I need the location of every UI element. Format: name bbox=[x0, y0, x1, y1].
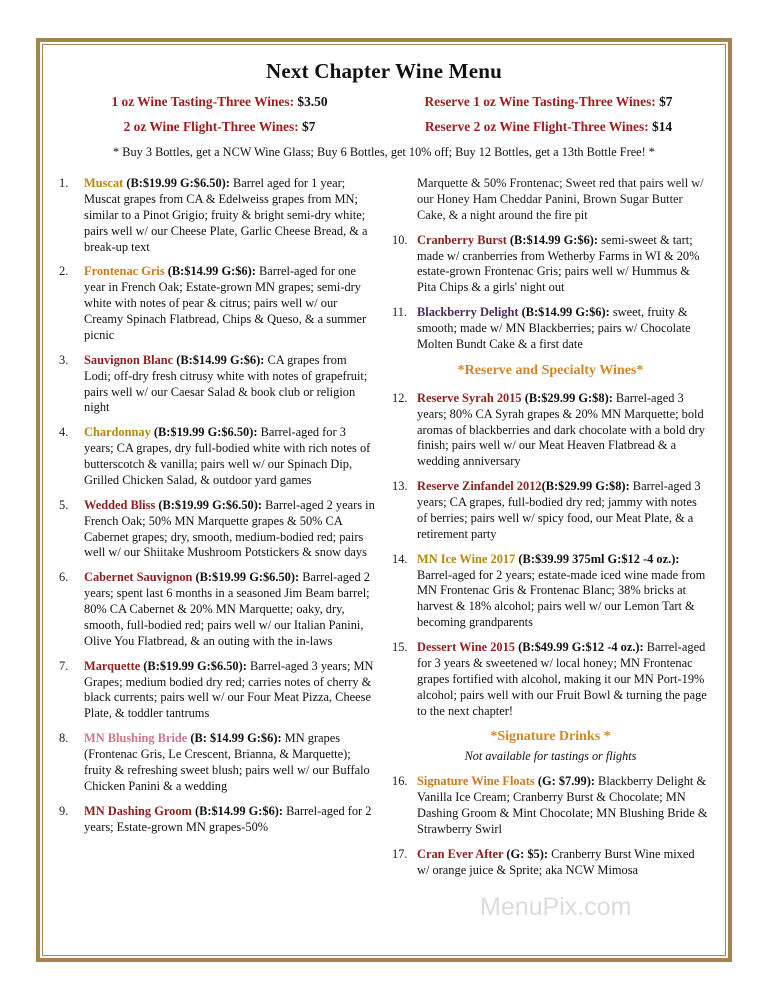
item-text bbox=[84, 804, 376, 836]
item-number: 2. bbox=[59, 264, 69, 279]
menu-item bbox=[392, 847, 709, 879]
wine-name: Marquette bbox=[84, 658, 141, 673]
menu-item bbox=[59, 659, 376, 723]
item-text bbox=[417, 847, 709, 879]
wine-name: MN Dashing Groom bbox=[84, 803, 192, 818]
menu-item bbox=[392, 479, 709, 543]
wine-price: (B:$29.99 G:$8): bbox=[541, 479, 630, 494]
wine-name: Signature Wine Floats bbox=[417, 774, 535, 789]
page-content bbox=[42, 44, 726, 956]
pricing-line bbox=[388, 119, 709, 135]
wine-description: Barrel-aged for 2 years; Estate-grown MN grapes-50% bbox=[84, 803, 372, 834]
wine-name: Dessert Wine 2015 bbox=[417, 640, 515, 654]
item-number: 17. bbox=[392, 846, 408, 861]
menu-item bbox=[392, 233, 709, 297]
signature-section-note: Not available for tastings or flights bbox=[464, 749, 637, 764]
watermark: MenuPix.com bbox=[480, 893, 632, 921]
pricing-line bbox=[59, 119, 380, 135]
wine-name: Muscat bbox=[84, 176, 124, 190]
menu-item bbox=[392, 305, 709, 353]
item-number: 4. bbox=[59, 425, 69, 440]
wine-name: Reserve Zinfandel 2012 bbox=[417, 479, 542, 494]
wine-price: (B:$29.99 G:$8): bbox=[521, 390, 613, 405]
menu-item bbox=[59, 264, 376, 343]
page-border-frame bbox=[36, 38, 732, 962]
wine-price: (B:$14.99 G:$6): bbox=[191, 803, 284, 818]
wine-price: (B:$49.99 G:$12 -4 oz.): bbox=[514, 640, 644, 654]
right-column bbox=[392, 176, 709, 888]
pricing-label: Reserve 2 oz Wine Flight-Three Wines: bbox=[424, 119, 649, 134]
wine-description: Blackberry Delight & Vanilla Ice Cream; Cranberry Burst & Chocolate; MN Dashing Groom & Mint Chocolate; MN Blushing Bride & Strawberry Swirl bbox=[417, 774, 708, 836]
item-text bbox=[84, 731, 376, 795]
item-text bbox=[417, 640, 709, 719]
item-number: 16. bbox=[392, 774, 408, 789]
wine-description: Cranberry Burst Wine mixed w/ orange juice & Sprite; aka NCW Mimosa bbox=[417, 846, 695, 877]
wine-price: (B:$14.99 G:$6): bbox=[164, 264, 256, 279]
item-text bbox=[84, 425, 376, 489]
left-column bbox=[59, 176, 376, 888]
page-title: Next Chapter Wine Menu bbox=[266, 59, 502, 83]
pricing-label: 2 oz Wine Flight-Three Wines: bbox=[123, 119, 299, 134]
pricing-value: $7 bbox=[655, 94, 673, 109]
pricing-label: 1 oz Wine Tasting-Three Wines: bbox=[111, 94, 295, 109]
wine-description: MN grapes (Frontenac Gris, Le Crescent, Brianna, & Marquette); fruity & refreshing sweet blush; pairs well w/ our Buffalo Chicken Panini & a wedding bbox=[84, 731, 370, 793]
wine-price: (B:$19.99 G:$6.50): bbox=[123, 176, 230, 190]
wine-description: Barrel-aged for 3 years & sweetened w/ local honey; MN Frontenac grapes fortified with alcohol, making it our MN Port-19% alcohol; pairs well with our Fruit Bowl & turning the page to the next chapter! bbox=[417, 640, 707, 718]
wine-name: Cranberry Burst bbox=[417, 232, 507, 247]
pricing-line bbox=[388, 94, 709, 110]
pricing-line bbox=[59, 94, 380, 110]
wine-price: (B:$19.99 G:$6.50): bbox=[192, 570, 300, 585]
wine-description: Barrel aged for 1 year; Muscat grapes from CA & Edelweiss grapes from MN; similar to a Pinot Grigio; fruity & bright semi-dry white; pairs well w/ our Cheese Plate, Garlic Cheese Bread, & a break-up text bbox=[84, 176, 368, 254]
item-text bbox=[84, 176, 376, 255]
item-text bbox=[417, 391, 709, 470]
menu-item bbox=[392, 640, 709, 719]
wine-name: Chardonnay bbox=[84, 425, 151, 440]
wine-description: Barrel-aged for one year in French Oak; Estate-grown MN grapes; semi-dry white with notes of pear & citrus; pairs well w/ our Creamy Spinach Flatbread, Chips & Queso, & a summer picnic bbox=[84, 264, 367, 342]
item-text bbox=[84, 264, 376, 343]
signature-section-header: *Signature Drinks * bbox=[490, 729, 611, 745]
item-text bbox=[417, 552, 709, 631]
wine-name: Cabernet Sauvignon bbox=[84, 570, 193, 585]
item-text bbox=[417, 305, 709, 353]
item-text bbox=[84, 570, 376, 649]
wine-name: Sauvignon Blanc bbox=[84, 352, 174, 367]
reserve-section-header: *Reserve and Specialty Wines* bbox=[457, 362, 644, 378]
wine-price: (B:$39.99 375ml G:$12 -4 oz.): bbox=[515, 551, 680, 566]
wine-description: Barrel-aged 3 years; MN Grapes; medium bodied dry red; carries notes of cherry & black currents; pairs well w/ our Four Meat Pizza, Cheese Plate, & toddler tantrums bbox=[84, 658, 374, 721]
wine-description: Barrel-aged for 3 years; CA grapes, dry full-bodied white with rich notes of butterscotch & vanilla; pairs well w/ our Spinach Dip, Grilled Chicken Salad, & outdoor yard games bbox=[84, 425, 371, 487]
menu-item bbox=[59, 804, 376, 836]
menu-item bbox=[59, 176, 376, 255]
item-text bbox=[417, 233, 709, 297]
wine-name: Frontenac Gris bbox=[84, 264, 165, 279]
wine-description: CA grapes from Lodi; off-dry fresh citrusy white with notes of grapefruit; pairs well w/ our Caesar Salad & book club or religion night bbox=[84, 352, 368, 415]
item-number: 12. bbox=[392, 390, 408, 405]
menu-item bbox=[59, 353, 376, 417]
item-9-continuation: Marquette & 50% Frontenac; Sweet red that pairs well w/ our Honey Ham Cheddar Panini, Brown Sugar Butter Cake, & a night around the fire pit bbox=[417, 176, 704, 222]
item-number: 6. bbox=[59, 570, 69, 585]
tasting-pricing bbox=[59, 94, 709, 135]
item-number: 9. bbox=[59, 803, 69, 818]
wine-description: sweet, fruity & smooth; made w/ MN Blackberries; pairs w/ Chocolate Molten Bundt Cake & a first date bbox=[417, 305, 691, 351]
item-text bbox=[84, 498, 376, 562]
wine-description: Barrel-aged 2 years in French Oak; 50% MN Marquette grapes & 50% CA Cabernet grapes; dry, smooth, medium-bodied red; pairs well w/ our Shiitake Mushroom Potstickers & snow days bbox=[84, 497, 375, 560]
wine-description: semi-sweet & tart; made w/ cranberries from Wetherby Farms in WI & 20% estate-grown Frontenac Gris; pairs well w/ Hummus & Pita Chips & a girls' night out bbox=[417, 232, 700, 295]
wine-description: Barrel-aged 3 years; 80% CA Syrah grapes & 20% MN Marquette; bold aromas of blackberries and dark chocolate with a bold dry finish; pairs well w/ our Meat Heaven Flatbread & a wedding anniversary bbox=[417, 390, 705, 469]
item-number: 1. bbox=[59, 176, 69, 190]
wine-name: Blackberry Delight bbox=[417, 305, 519, 320]
wine-description: Barrel-aged 2 years; spent last 6 months in a seasoned Jim Beam barrel; 80% CA Cabernet & 20% MN Marquette; oaky, dry, smooth, full-bodied red; pairs well w/ our Italian Panini, Olive You Flatbread, & an outing with the in-laws bbox=[84, 570, 370, 648]
wine-name: MN Ice Wine 2017 bbox=[417, 551, 516, 566]
pricing-value: $7 bbox=[298, 119, 316, 134]
menu-item bbox=[392, 552, 709, 631]
item-number: 8. bbox=[59, 731, 69, 746]
wine-price: (G: $5): bbox=[503, 846, 548, 861]
pricing-label: Reserve 1 oz Wine Tasting-Three Wines: bbox=[424, 94, 656, 109]
wine-name: Reserve Syrah 2015 bbox=[417, 390, 522, 405]
menu-item bbox=[59, 570, 376, 649]
menu-item bbox=[392, 391, 709, 470]
wine-name: Cran Ever After bbox=[417, 846, 504, 861]
item-text bbox=[417, 479, 709, 543]
menu-item bbox=[59, 425, 376, 489]
wine-price: (B:$14.99 G:$6): bbox=[506, 232, 599, 247]
item-number: 11. bbox=[392, 305, 408, 320]
menu-item bbox=[59, 731, 376, 795]
wine-price: (B:$19.99 G:$6.50): bbox=[155, 497, 262, 512]
wine-price: (B:$19.99 G:$6.50): bbox=[150, 425, 258, 440]
menu-item bbox=[392, 774, 709, 838]
item-number: 5. bbox=[59, 497, 69, 512]
menu-item bbox=[59, 498, 376, 562]
pricing-value: $3.50 bbox=[294, 94, 328, 109]
item-number: 14. bbox=[392, 551, 408, 566]
wine-description: Barrel-aged 3 years; CA grapes, full-bodied dry red; jammy with notes of berries; pairs well w/ spicy food, our Meat Plate, & a retirement party bbox=[417, 479, 701, 541]
wine-name: Wedded Bliss bbox=[84, 497, 156, 512]
wine-name: MN Blushing Bride bbox=[84, 731, 188, 746]
item-number: 15. bbox=[392, 640, 408, 654]
wine-price: (B:$14.99 G:$6): bbox=[173, 352, 265, 367]
menu-columns bbox=[59, 176, 709, 888]
wine-price: (B: $14.99 G:$6): bbox=[187, 731, 282, 746]
wine-price: (B:$19.99 G:$6.50): bbox=[140, 658, 247, 673]
bottle-promo: * Buy 3 Bottles, get a NCW Wine Glass; Buy 6 Bottles, get 10% off; Buy 12 Bottles, get a 13th Bottle Free! * bbox=[113, 145, 655, 159]
item-text bbox=[84, 353, 376, 417]
wine-price: (B:$14.99 G:$6): bbox=[518, 305, 610, 320]
item-text bbox=[417, 774, 709, 838]
item-number: 10. bbox=[392, 232, 408, 247]
item-number: 13. bbox=[392, 479, 408, 494]
pricing-value: $14 bbox=[648, 119, 673, 134]
wine-price: (G: $7.99): bbox=[534, 774, 595, 789]
item-number: 3. bbox=[59, 352, 69, 367]
item-text bbox=[84, 659, 376, 723]
item-number: 7. bbox=[59, 658, 69, 673]
wine-description: Barrel-aged for 2 years; estate-made iced wine made from MN Frontenac Gris & Frontenac Blanc; 38% bricks at harvest & 18% alcohol; pairs well w/ our Lemon Tart & becoming grandparents bbox=[417, 567, 706, 630]
